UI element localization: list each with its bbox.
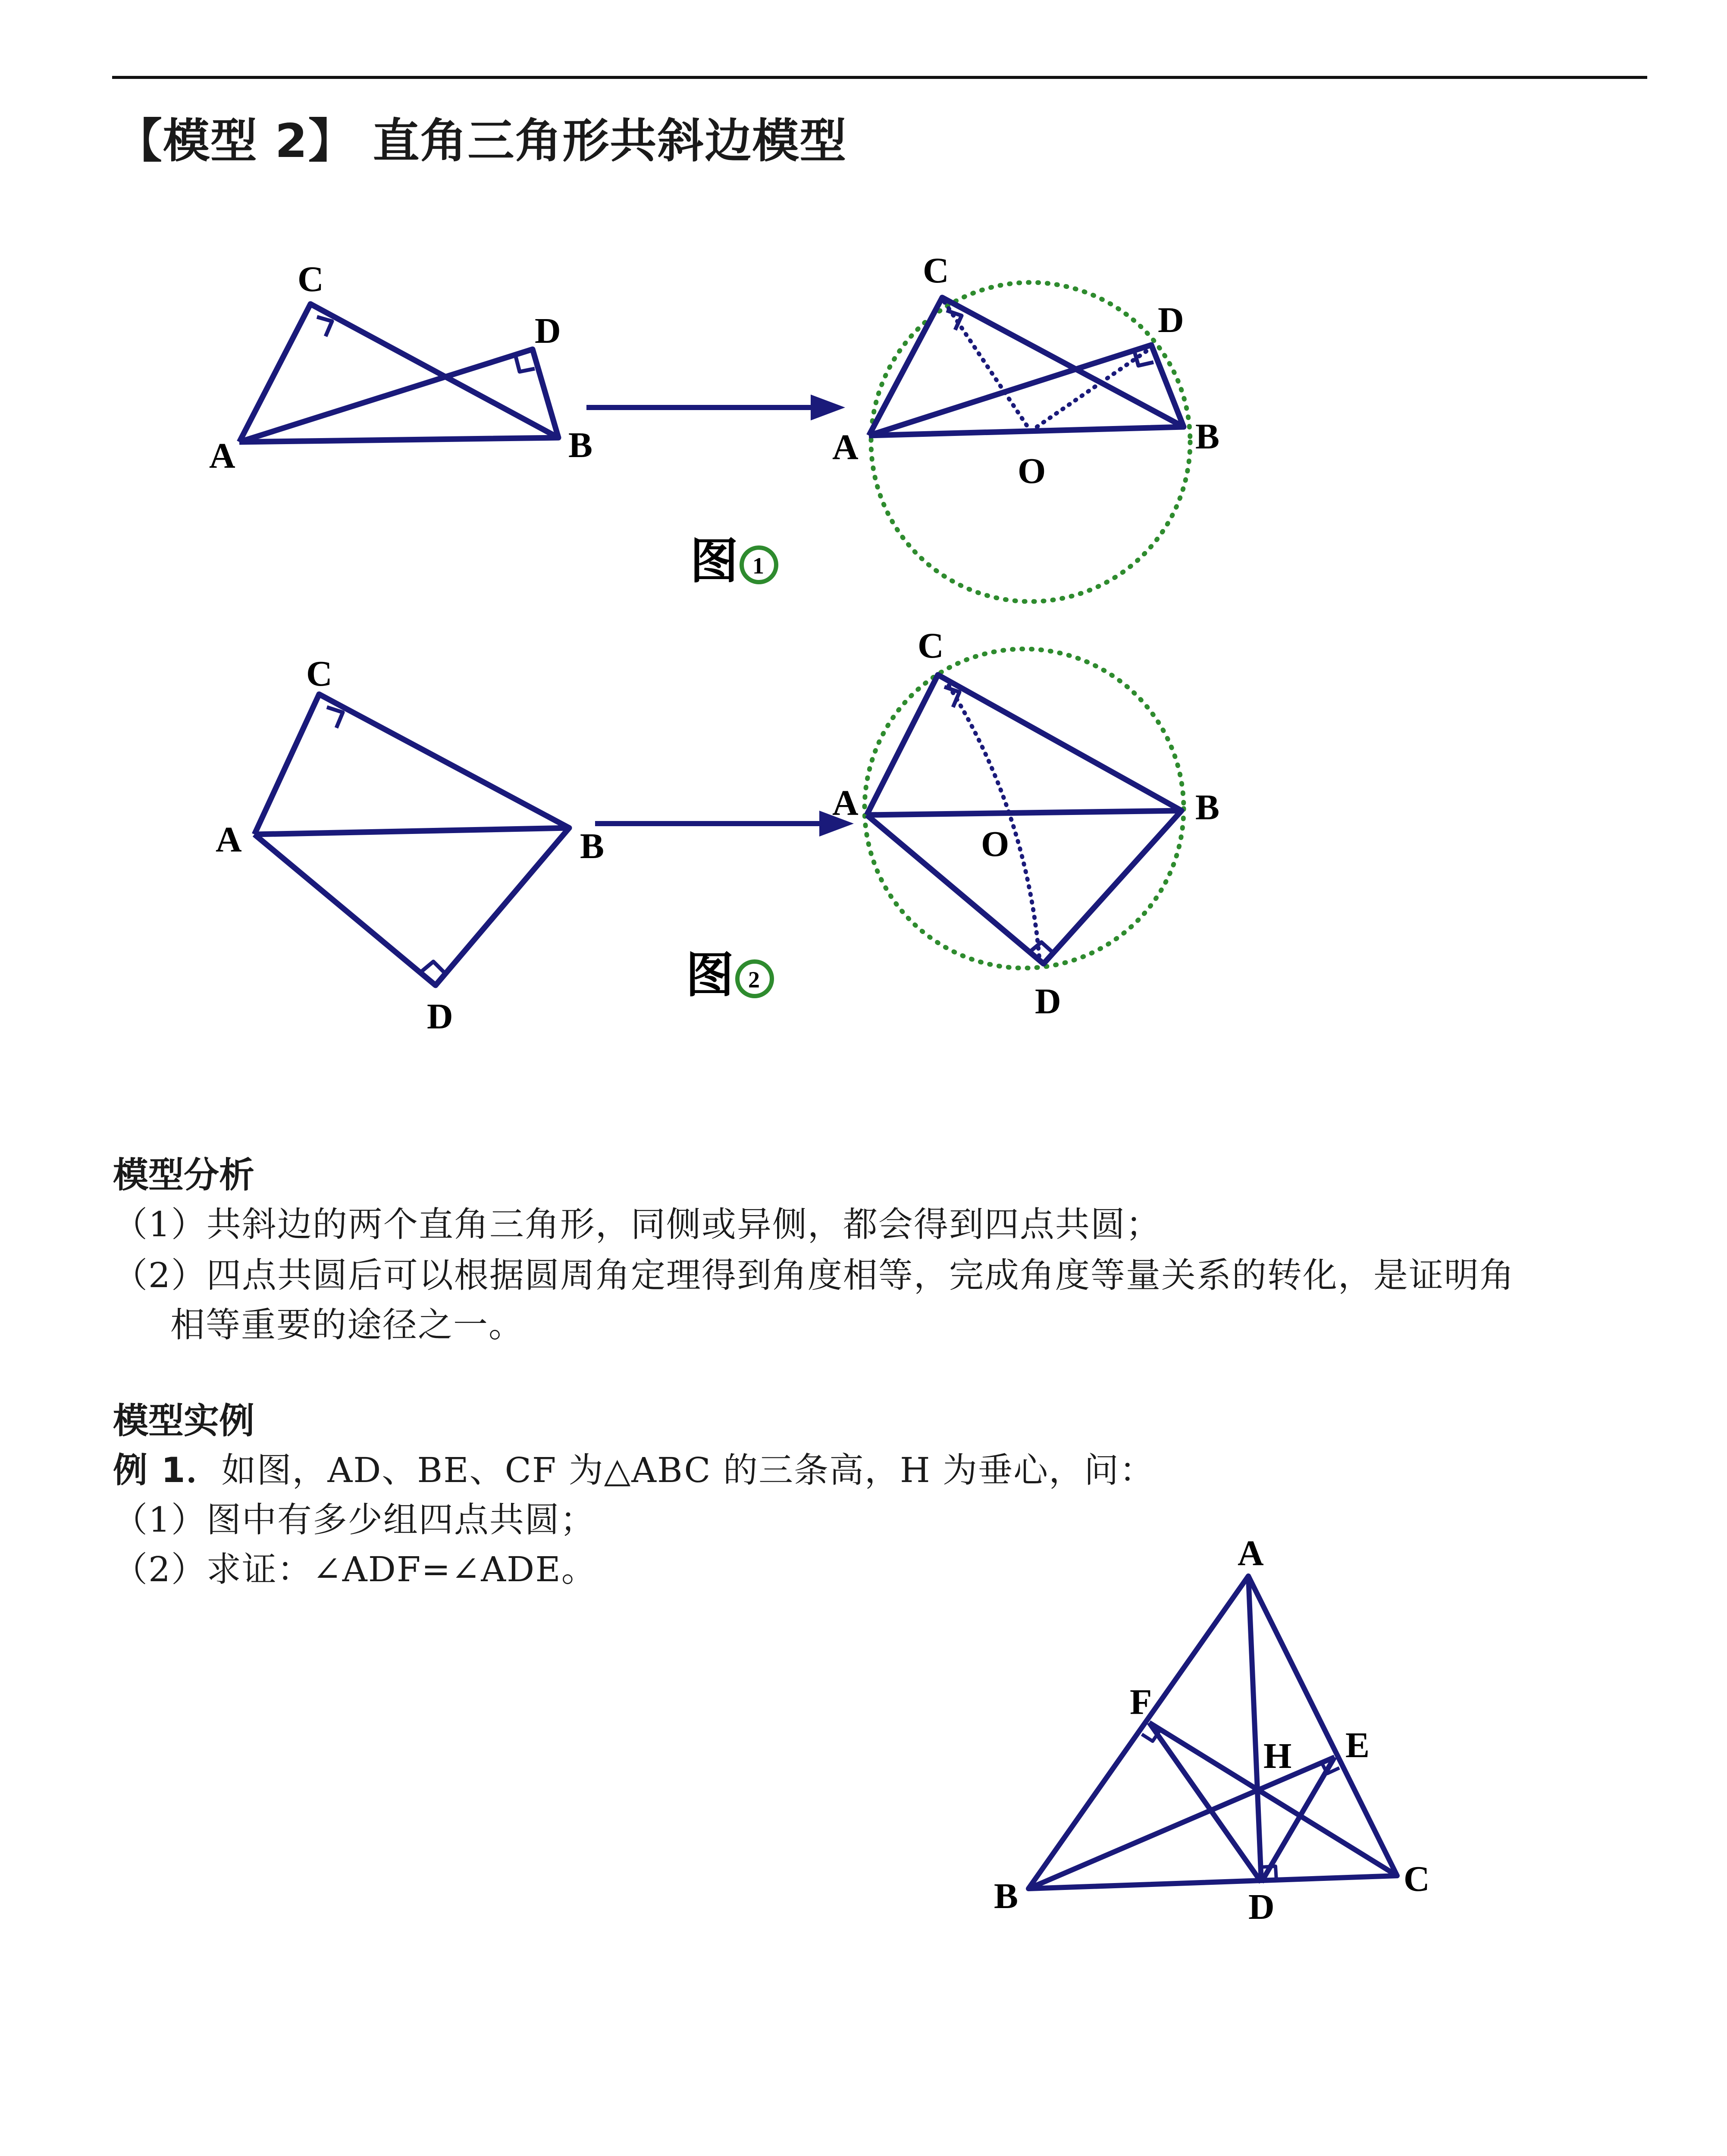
fig1-right-triangle-acb: [869, 298, 1184, 436]
fig2-left-label-c: C: [306, 654, 332, 694]
fig1-right-triangles: [869, 298, 1184, 436]
fig2-left-diagonal-ab: [254, 828, 569, 834]
example-label-f: F: [1130, 1682, 1152, 1722]
segment-fd: [1149, 1723, 1261, 1882]
example-label-d: D: [1248, 1887, 1275, 1927]
example-label-e: E: [1345, 1725, 1370, 1765]
analysis-item-2-line-1: （2）四点共圆后可以根据圆周角定理得到角度相等，完成角度等量关系的转化，是证明角: [113, 1255, 1515, 1295]
analysis-item-1: （1）共斜边的两个直角三角形，同侧或异侧，都会得到四点共圆；: [113, 1204, 1161, 1244]
fig2-right-quadrilateral: [867, 675, 1182, 964]
fig1-medians-dotted: [944, 302, 1149, 431]
fig1-left-label-c: C: [298, 259, 324, 299]
example-triangle: [1028, 1576, 1397, 1889]
fig2-caption-number: 2: [748, 967, 760, 993]
fig1-left-label-d: D: [535, 311, 561, 351]
fig2-right-label-o: O: [981, 824, 1009, 864]
fig2-right-diagonal-ab: [867, 811, 1182, 815]
fig1-left-label-a: A: [209, 436, 235, 476]
right-angle-f: [1142, 1730, 1160, 1741]
fig2-caption: 图: [686, 947, 734, 1003]
fig2-left-label-d: D: [427, 997, 453, 1037]
fig2-arrow: [595, 811, 854, 837]
example-question-2: （2）求证：∠ADF=∠ADE。: [113, 1549, 597, 1589]
fig1-caption: 图: [690, 533, 738, 589]
fig1-left-label-b: B: [568, 425, 593, 465]
fig1-left-right-angle-d: [515, 355, 535, 372]
fig2-right-label-a: A: [832, 783, 859, 823]
example-label-h: H: [1263, 1736, 1292, 1776]
example-heading: 模型实例: [113, 1401, 255, 1442]
example-label-c: C: [1404, 1859, 1430, 1899]
fig2-left-label-a: A: [216, 820, 242, 860]
fig1-left-triangle-acb: [239, 304, 558, 442]
example-label-a: A: [1238, 1533, 1264, 1573]
example-label-b: B: [994, 1876, 1019, 1916]
altitude-ad: [1248, 1576, 1261, 1882]
fig1-right-label-a: A: [832, 427, 859, 467]
example-text: 如图，AD、BE、CF 为△ABC 的三条高，H 为垂心，问：: [221, 1450, 1155, 1490]
example-question-1: （1）图中有多少组四点共圆；: [113, 1500, 596, 1540]
fig1-arrow: [586, 395, 845, 420]
fig1-circumcircle: [871, 282, 1190, 602]
fig1-caption-number: 1: [752, 553, 764, 579]
fig2-right-right-angle-d: [1028, 942, 1054, 954]
fig2-right-label-b: B: [1195, 787, 1220, 827]
fig1-right-label-c: C: [923, 251, 949, 291]
example-statement: [113, 1442, 1155, 1492]
analysis-heading: 模型分析: [113, 1155, 255, 1196]
fig2-left-quadrilateral: [254, 694, 569, 985]
fig2-left-outline: [254, 694, 569, 985]
fig2-right-label-d: D: [1035, 981, 1061, 1022]
fig2-left-label-b: B: [580, 826, 605, 866]
page-title: 【模型 2】 直角三角形共斜边模型: [116, 114, 847, 168]
fig1-left-triangles: [239, 304, 558, 442]
example-number: 例 1．: [113, 1450, 222, 1490]
fig1-right-label-o: O: [1018, 451, 1046, 491]
fig2-left-right-angle-c: [327, 707, 343, 728]
fig2-right-label-c: C: [918, 626, 944, 666]
fig1-left-triangle-adb: [239, 349, 558, 442]
fig1-right-label-d: D: [1158, 300, 1184, 340]
fig1-left-right-angle-c: [317, 317, 332, 336]
fig1-right-label-b: B: [1195, 417, 1220, 457]
fig2-right-outline: [867, 675, 1182, 964]
analysis-item-2-line-2: 相等重要的途径之一。: [170, 1305, 524, 1345]
